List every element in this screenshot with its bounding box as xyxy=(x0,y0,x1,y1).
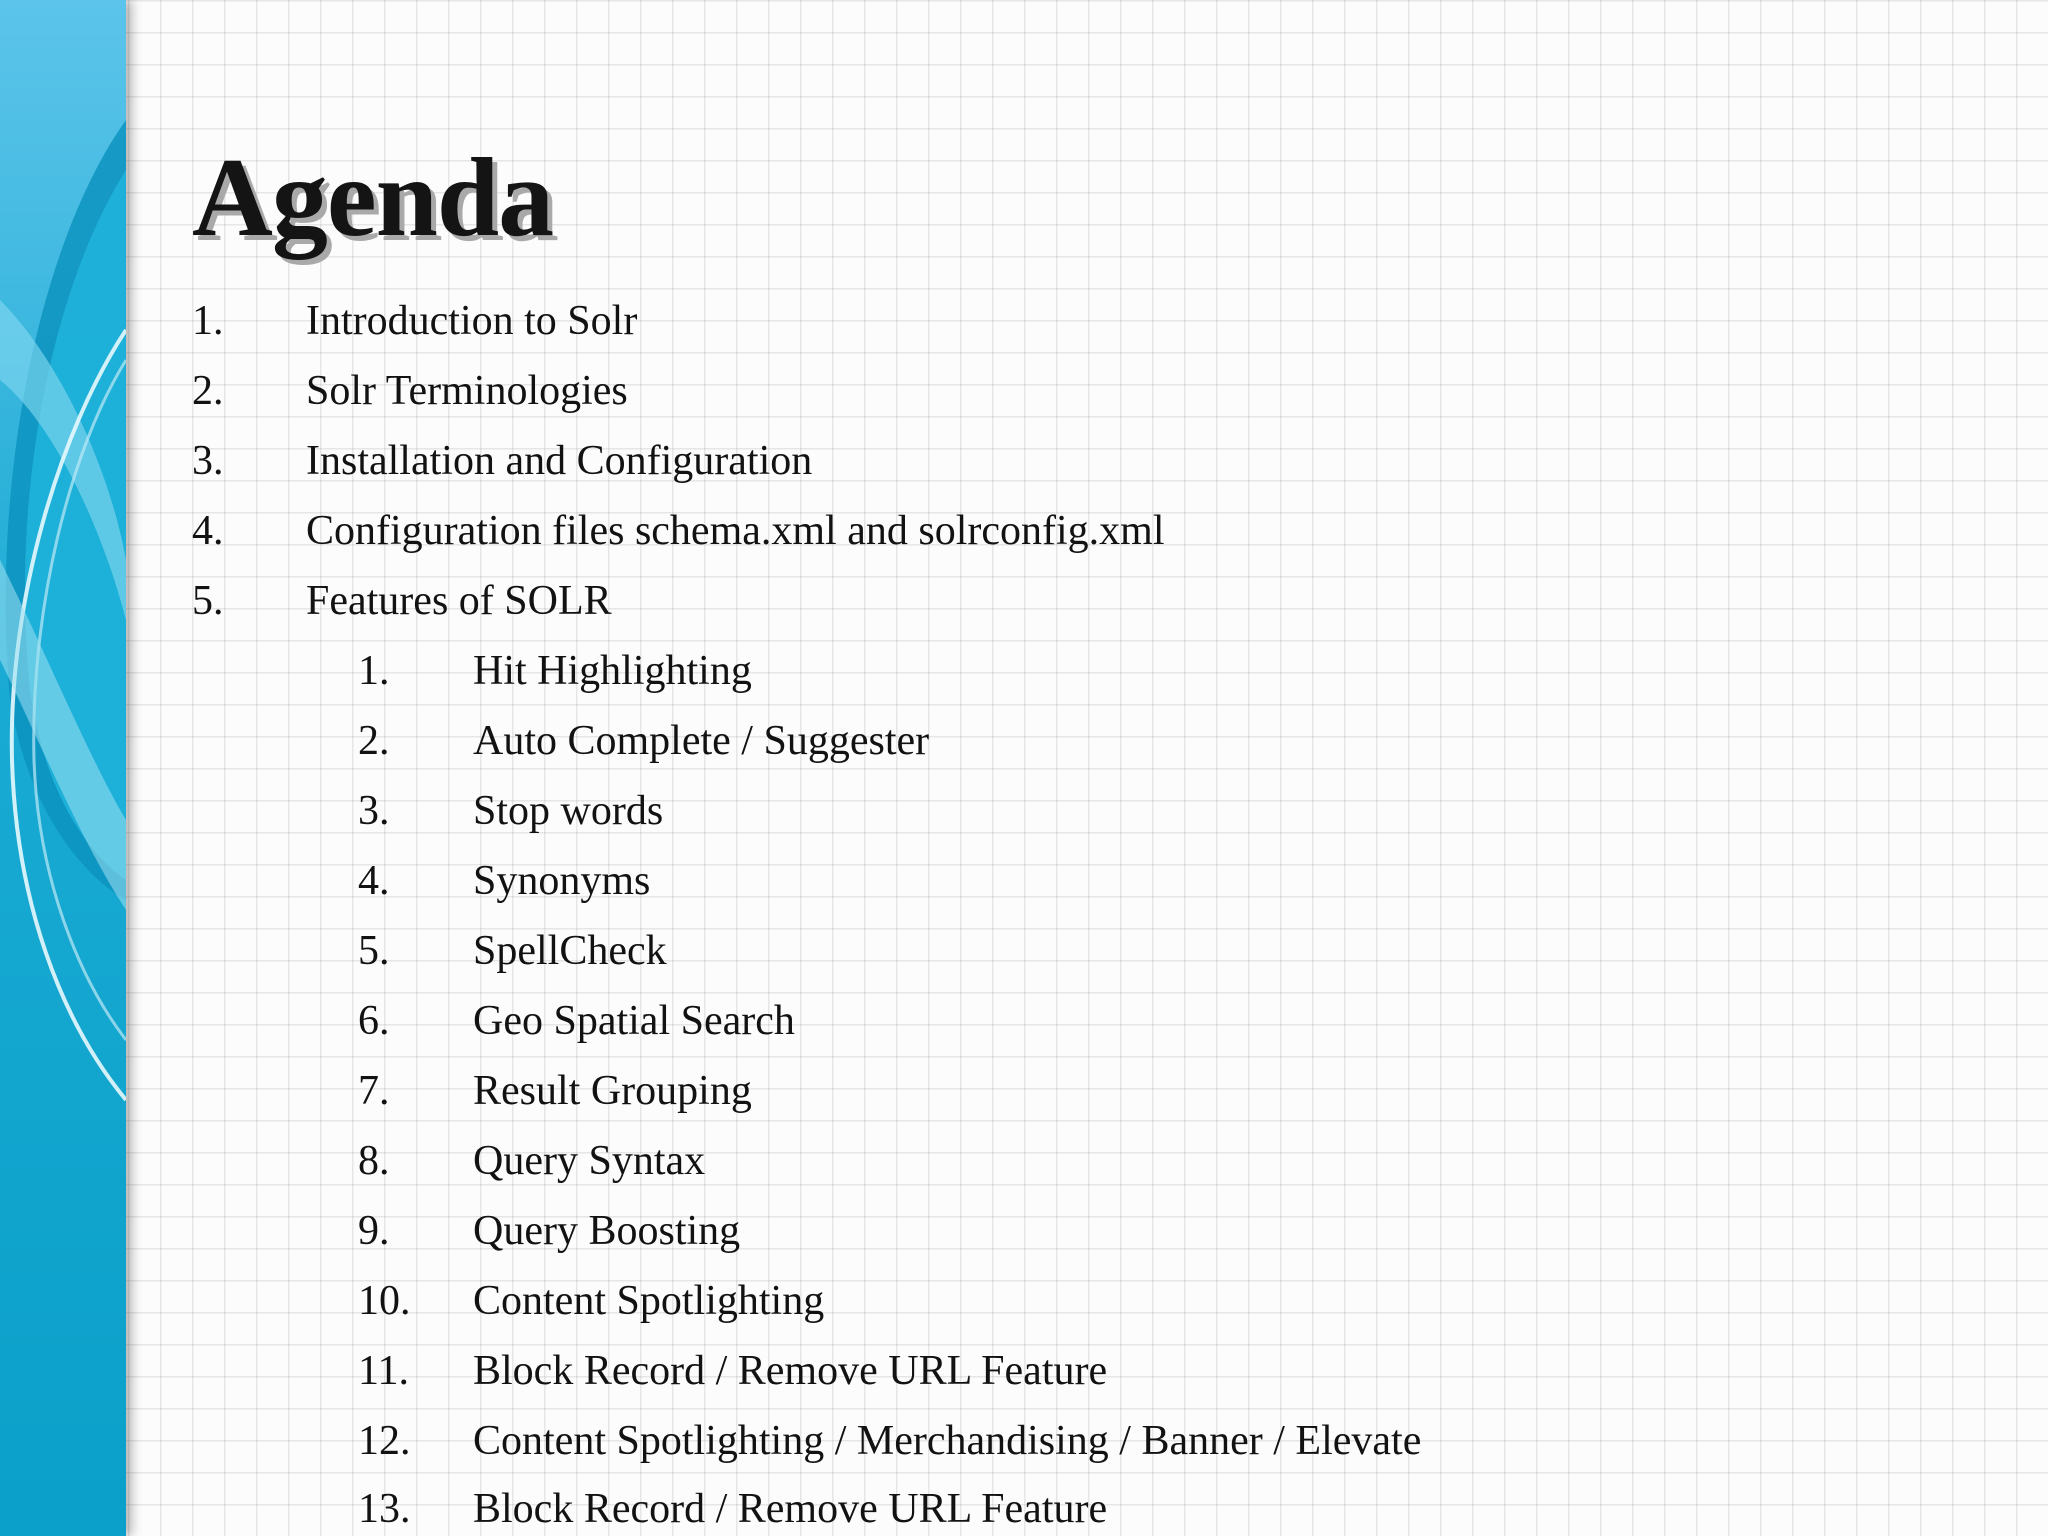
feature-item-label: Hit Highlighting xyxy=(473,648,752,694)
agenda-item-number: 3. xyxy=(192,438,224,484)
feature-item-label: Block Record / Remove URL Feature xyxy=(473,1348,1108,1394)
feature-item-number: 10. xyxy=(358,1278,411,1324)
feature-item-number: 11. xyxy=(358,1348,409,1394)
feature-item-label: Synonyms xyxy=(473,858,651,904)
agenda-item-label: Configuration files schema.xml and solrconfig.xml xyxy=(306,508,1165,554)
feature-item-number: 12. xyxy=(358,1418,411,1464)
feature-item-label: Query Boosting xyxy=(473,1208,741,1254)
feature-item-number: 4. xyxy=(358,858,390,904)
feature-item-label: Content Spotlighting / Merchandising / Banner / Elevate xyxy=(473,1418,1422,1464)
feature-item-number: 9. xyxy=(358,1208,390,1254)
feature-item-number: 1. xyxy=(358,648,390,694)
swoosh-decoration xyxy=(0,0,126,1536)
agenda-item-number: 4. xyxy=(192,508,224,554)
feature-item-label: SpellCheck xyxy=(473,928,667,974)
feature-item-number: 2. xyxy=(358,718,390,764)
agenda-item-number: 2. xyxy=(192,368,224,414)
feature-item-label: Auto Complete / Suggester xyxy=(473,718,930,764)
feature-item-number: 7. xyxy=(358,1068,390,1114)
feature-item-label: Geo Spatial Search xyxy=(473,998,795,1044)
feature-item-number: 5. xyxy=(358,928,390,974)
feature-item-number: 3. xyxy=(358,788,390,834)
agenda-item-label: Solr Terminologies xyxy=(306,368,628,414)
feature-item-label: Query Syntax xyxy=(473,1138,706,1184)
slide-title: Agenda xyxy=(192,136,554,260)
agenda-item-label: Features of SOLR xyxy=(306,578,612,624)
feature-item-label: Block Record / Remove URL Feature xyxy=(473,1486,1108,1532)
feature-item-label: Content Spotlighting xyxy=(473,1278,825,1324)
feature-item-label: Stop words xyxy=(473,788,664,834)
agenda-item-label: Introduction to Solr xyxy=(306,298,638,344)
agenda-item-number: 1. xyxy=(192,298,224,344)
agenda-item-number: 5. xyxy=(192,578,224,624)
feature-item-number: 13. xyxy=(358,1486,411,1532)
feature-item-label: Result Grouping xyxy=(473,1068,752,1114)
feature-item-number: 6. xyxy=(358,998,390,1044)
feature-item-number: 8. xyxy=(358,1138,390,1184)
side-decoration-band xyxy=(0,0,126,1536)
agenda-item-label: Installation and Configuration xyxy=(306,438,813,484)
